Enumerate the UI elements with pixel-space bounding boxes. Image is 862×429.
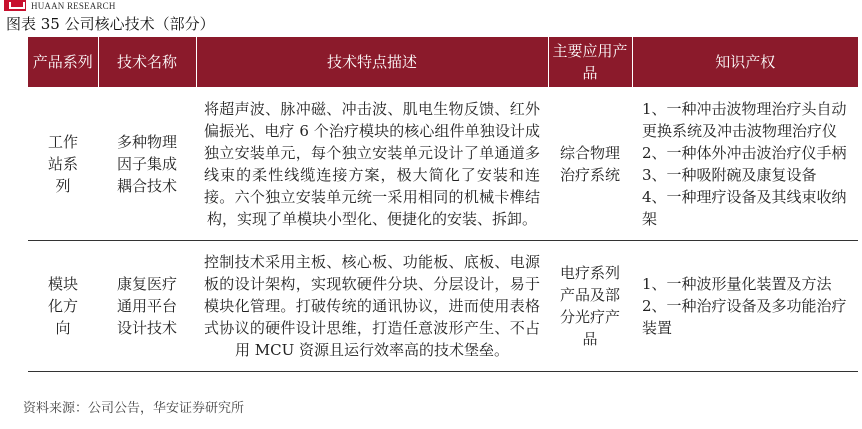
cell-products: 综合物理治疗系统	[548, 87, 632, 241]
ip-item: 1、一种波形量化装置及方法	[642, 275, 832, 293]
header-product-series: 产品系列	[28, 37, 98, 87]
cell-ip	[632, 241, 858, 372]
header-main-products: 主要应用产品	[548, 37, 632, 87]
source-note: 资料来源：公司公告，华安证券研究所	[23, 401, 245, 416]
core-technology-table	[28, 37, 858, 372]
figure-title: 图表 35 公司核心技术（部分）	[6, 15, 215, 33]
ip-item: 2、一种治疗设备及多功能治疗装置	[642, 297, 847, 337]
table-header-row	[28, 37, 858, 87]
header-tech-description: 技术特点描述	[196, 37, 548, 87]
cell-series: 模块化方向	[28, 241, 98, 372]
brand-name: HUAAN RESEARCH	[31, 1, 116, 11]
ip-item: 4、一种理疗设备及其线束收纳架	[642, 187, 847, 228]
header-ip: 知识产权	[632, 37, 858, 87]
cell-description: 将超声波、脉冲磁、冲击波、肌电生物反馈、红外偏振光、电疗 6 个治疗模块的核心组件单独设计成独立安装单元，每个独立安装单元设计了单通道多线束的柔性线缆连接方案，极大简化了安装和连接。六个独立安装单元统一采用相同的机械卡榫结构，实现了单模块小型化、便捷化的安装、拆卸。	[196, 87, 548, 241]
cell-tech-name: 康复医疗通用平台设计技术	[98, 241, 196, 372]
cell-description: 控制技术采用主板、核心板、功能板、底板、电源板的设计架构，实现软硬件分块、分层设计，易于模块化管理。打破传统的通讯协议，进而使用表格式协议的硬件设计思维，打造任意波形产生、不占用 MCU 资源且运行效率高的技术堡垒。	[196, 241, 548, 372]
core-technology-table-container	[28, 37, 858, 372]
huaan-logo-icon	[4, 0, 26, 11]
brand-logo	[4, 0, 116, 12]
header-tech-name: 技术名称	[98, 37, 196, 87]
table-row	[28, 87, 858, 241]
ip-item: 2、一种体外冲击波治疗仪手柄	[642, 143, 847, 162]
cell-products: 电疗系列产品及部分光疗产品	[548, 241, 632, 372]
cell-tech-name: 多种物理因子集成耦合技术	[98, 87, 196, 241]
ip-item: 1、一种冲击波物理治疗头自动更换系统及冲击波物理治疗仪	[642, 99, 847, 140]
table-row	[28, 241, 858, 372]
cell-series: 工作站系列	[28, 87, 98, 241]
ip-item: 3、一种吸附碗及康复设备	[642, 165, 817, 184]
cell-ip	[632, 87, 858, 241]
